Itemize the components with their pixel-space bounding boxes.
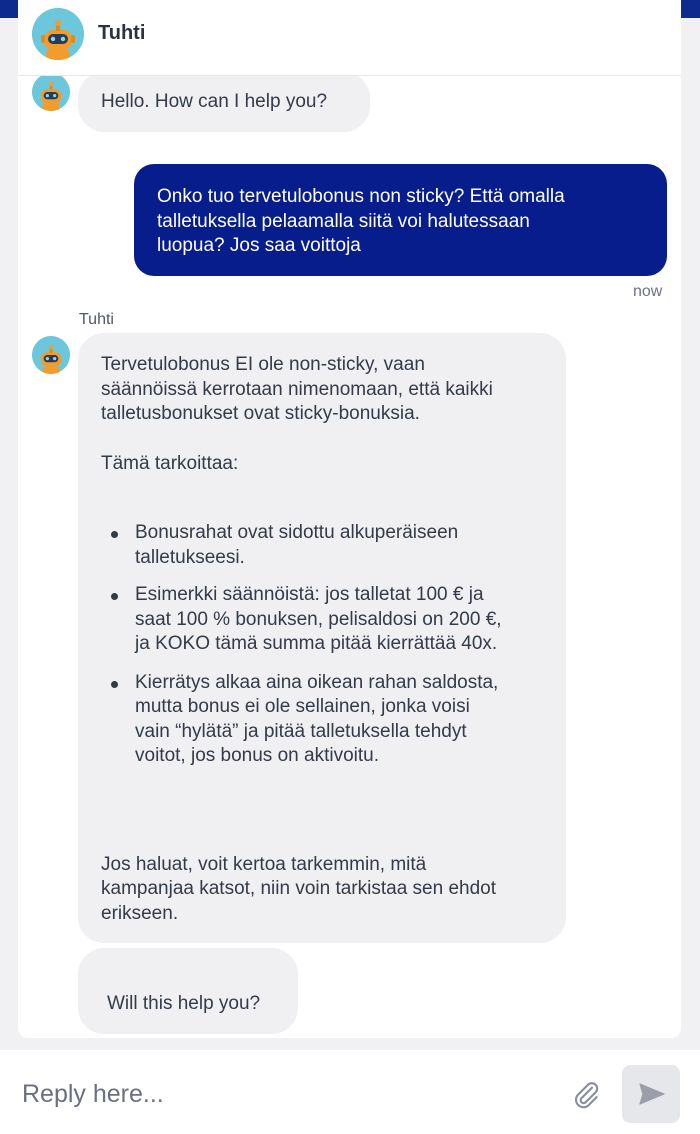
message-text-line: Onko tuo tervetulobonus non sticky? Että omalla bbox=[157, 186, 565, 207]
list-item bbox=[101, 583, 566, 657]
message-text-line: mutta bonus ei ole sellainen, jonka voisi bbox=[135, 696, 470, 717]
attach-button[interactable] bbox=[570, 1078, 602, 1112]
list-item bbox=[101, 671, 566, 769]
bot-message-followup bbox=[78, 948, 298, 1034]
user-message bbox=[134, 164, 667, 276]
message-text-line: Tervetulobonus EI ole non-sticky, vaan bbox=[101, 354, 425, 375]
message-text-line: Tämä tarkoittaa: bbox=[101, 452, 239, 474]
message-text: Hello. How can I help you? bbox=[101, 91, 328, 112]
bot-avatar-icon bbox=[32, 73, 70, 111]
message-text-line: Kierrätys alkaa aina oikean rahan saldosta, bbox=[135, 671, 499, 693]
chat-panel bbox=[18, 0, 681, 1038]
message-timestamp: now bbox=[633, 283, 663, 300]
bot-avatar-icon bbox=[32, 336, 70, 374]
bot-avatar-icon bbox=[32, 8, 84, 60]
message-composer bbox=[0, 1050, 700, 1134]
message-text-line: kampanjaa katsot, niin voin tarkistaa sen ehdot bbox=[101, 878, 497, 899]
list-item bbox=[101, 521, 566, 570]
message-text-line: saat 100 % bonuksen, pelisaldosi on 200 €, bbox=[135, 608, 502, 630]
message-text: Will this help you? bbox=[107, 993, 261, 1014]
message-text-line: Bonusrahat ovat sidottu alkuperäiseen bbox=[135, 522, 459, 543]
message-text-line: talletukseesi. bbox=[135, 546, 245, 568]
message-text-line: vain “hylätä” ja pitää talletuksella tehdyt bbox=[135, 720, 467, 742]
message-text-line: ja KOKO tämä summa pitää kierrättää 40x. bbox=[135, 633, 498, 654]
bullet-list bbox=[101, 521, 566, 769]
message-text-line: talletusbonukset ovat sticky-bonuksia. bbox=[101, 403, 420, 424]
message-text-line: Esimerkki säännöistä: jos talletat 100 € ja bbox=[135, 584, 484, 605]
chat-header bbox=[18, 0, 681, 76]
paperclip-icon bbox=[570, 1078, 602, 1112]
send-arrow-icon bbox=[639, 1083, 665, 1105]
message-text-line: talletuksella pelaamalla siitä voi halutessaan bbox=[157, 210, 530, 232]
message-text-line: Jos haluat, voit kertoa tarkemmin, mitä bbox=[101, 853, 427, 875]
send-button[interactable] bbox=[622, 1065, 680, 1123]
chat-title: Tuhti bbox=[98, 22, 146, 44]
message-text-line: luopua? Jos saa voittoja bbox=[157, 235, 361, 256]
message-text-line: erikseen. bbox=[101, 902, 179, 924]
reply-input[interactable] bbox=[22, 1074, 542, 1114]
message-text-line: voitot, jos bonus on aktivoitu. bbox=[135, 745, 379, 766]
message-text-line: säännöissä kerrotaan nimenomaan, että kaikki bbox=[101, 378, 493, 400]
bot-message-greeting bbox=[78, 72, 370, 132]
bot-sender-name: Tuhti bbox=[79, 311, 114, 328]
bot-message-answer bbox=[78, 333, 566, 943]
